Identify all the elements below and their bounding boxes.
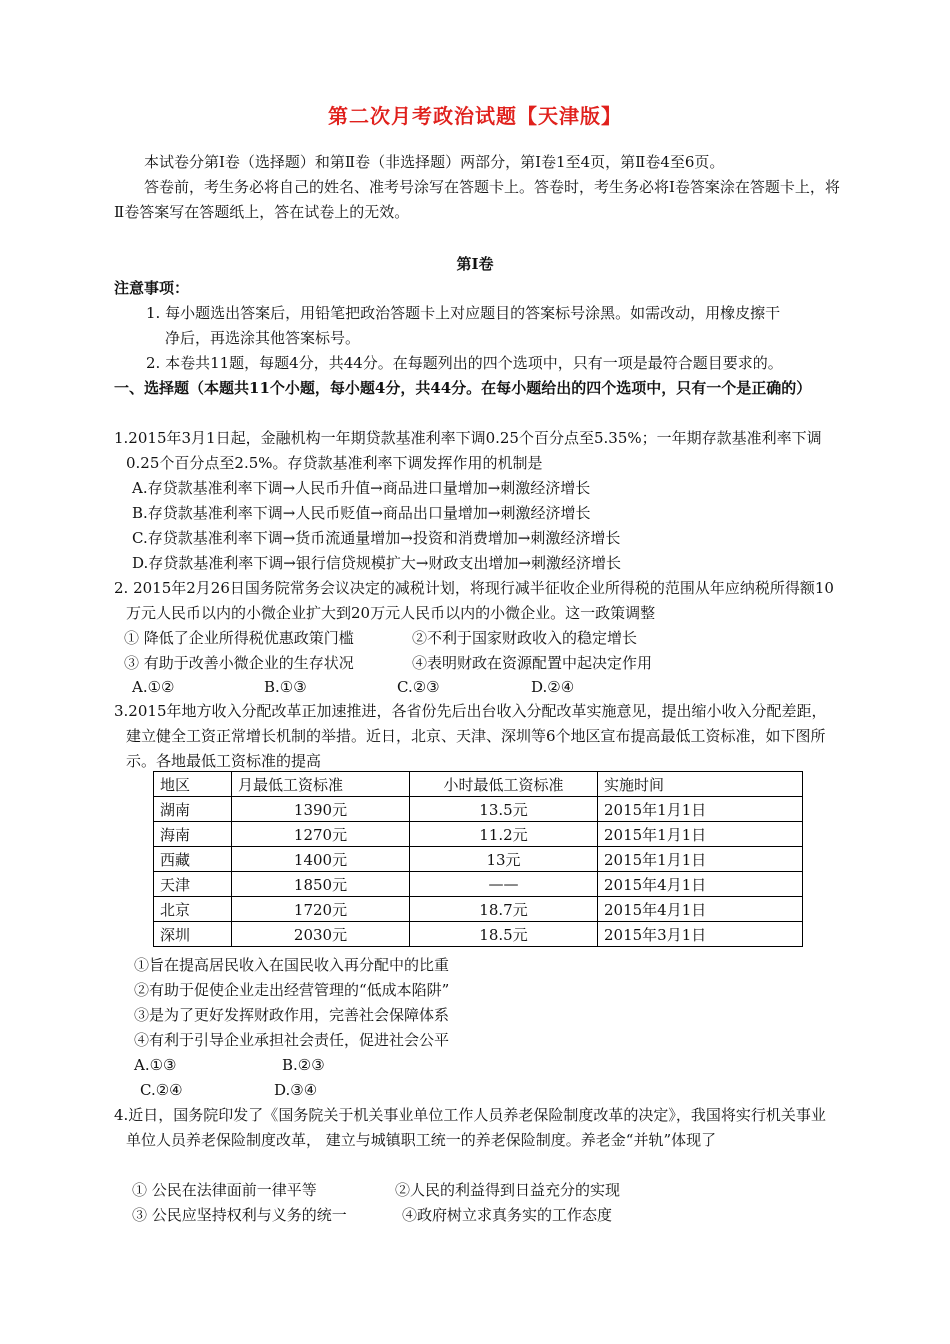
table-cell: 18.7元 <box>410 897 598 922</box>
table-cell: 湖南 <box>154 797 232 822</box>
q3-statement-1: ①旨在提高居民收入在国民收入再分配中的比重 <box>134 956 450 974</box>
q3-statement-4: ④有利于引导企业承担社会责任，促进社会公平 <box>134 1031 450 1049</box>
table-cell: 北京 <box>154 897 232 922</box>
q2-statement-4: ④表明财政在资源配置中起决定作用 <box>412 654 653 672</box>
table-row <box>154 847 803 872</box>
table-row <box>154 797 803 822</box>
q2-statement-2: ②不利于国家财政收入的稳定增长 <box>412 629 638 647</box>
table-cell: 1850元 <box>232 872 410 897</box>
table-cell: 深圳 <box>154 922 232 947</box>
table-row <box>154 922 803 947</box>
table-cell: 天津 <box>154 872 232 897</box>
q1-stem: 1.2015年3月1日起，金融机构一年期贷款基准利率下调0.25个百分点至5.35%；一年期存款基准利率下调0.25个百分点至2.5%。存贷款基准利率下调发挥作用的机制是 <box>114 429 822 472</box>
q1-option-c: C.存贷款基准利率下调→货币流通量增加→投资和消费增加→刺激经济增长 <box>132 529 621 547</box>
q4-statement-1: ① 公民在法律面前一律平等 <box>132 1181 317 1199</box>
table-cell: 18.5元 <box>410 922 598 947</box>
part-heading: 一、选择题（本题共11个小题，每小题4分，共44分。在每小题给出的四个选项中，只有一个是正确的） <box>114 379 812 397</box>
table-cell: 2015年1月1日 <box>598 797 803 822</box>
q3-stem: 3.2015年地方收入分配改革正加速推进，各省份先后出台收入分配改革实施意见，提出缩小收入分配差距，建立健全工资正常增长机制的举措。近日，北京、天津、深圳等6个地区宣布提高最低工资标准，如下图所示。各地最低工资标准的提高 <box>114 702 827 770</box>
note-1-line-2: 净后，再选涂其他答案标号。 <box>165 329 361 347</box>
q2-option-b: B.①③ <box>264 678 307 696</box>
table-cell: —— <box>410 872 598 897</box>
table-cell: 1270元 <box>232 822 410 847</box>
table-cell: 2015年4月1日 <box>598 897 803 922</box>
section-title: 第Ⅰ卷 <box>456 255 494 273</box>
table-cell: 西藏 <box>154 847 232 872</box>
table-row <box>154 897 803 922</box>
q2-statement-3: ③ 有助于改善小微企业的生存状况 <box>124 654 354 672</box>
intro-paragraph-1: 本试卷分第Ⅰ卷（选择题）和第Ⅱ卷（非选择题）两部分，第Ⅰ卷1至4页，第Ⅱ卷4至6页。 <box>144 153 725 171</box>
table-cell: 11.2元 <box>410 822 598 847</box>
q3-option-a: A.①③ <box>134 1056 177 1074</box>
table-row <box>154 872 803 897</box>
table-cell: 2030元 <box>232 922 410 947</box>
table-cell: 海南 <box>154 822 232 847</box>
q3-statement-2: ②有助于促使企业走出经营管理的“低成本陷阱” <box>134 981 450 999</box>
q3-option-d: D.③④ <box>274 1081 318 1099</box>
table-header-cell: 实施时间 <box>598 772 803 797</box>
table-cell: 1390元 <box>232 797 410 822</box>
q3-statement-3: ③是为了更好发挥财政作用，完善社会保障体系 <box>134 1006 450 1024</box>
wage-table <box>153 771 803 947</box>
q2-option-a: A.①② <box>132 678 175 696</box>
q1-option-d: D.存贷款基准利率下调→银行信贷规模扩大→财政支出增加→刺激经济增长 <box>132 554 621 572</box>
notes-heading: 注意事项： <box>114 279 190 297</box>
table-cell: 2015年1月1日 <box>598 847 803 872</box>
q4-statement-2: ②人民的利益得到日益充分的实现 <box>395 1181 621 1199</box>
q1-option-b: B.存贷款基准利率下调→人民币贬值→商品出口量增加→刺激经济增长 <box>132 504 591 522</box>
table-cell: 1720元 <box>232 897 410 922</box>
q4-stem: 4.近日，国务院印发了《国务院关于机关事业单位工作人员养老保险制度改革的决定》，我国将实行机关事业单位人员养老保险制度改革， 建立与城镇职工统一的养老保险制度。养老金“并轨”体现了 <box>114 1106 826 1149</box>
table-cell: 2015年4月1日 <box>598 872 803 897</box>
q1-option-a: A.存贷款基准利率下调→人民币升值→商品进口量增加→刺激经济增长 <box>132 479 591 497</box>
exam-title: 第二次月考政治试题【天津版】 <box>328 104 622 128</box>
table-header-row <box>154 772 803 797</box>
table-header-cell: 月最低工资标准 <box>232 772 410 797</box>
q3-option-b: B.②③ <box>282 1056 325 1074</box>
q2-option-d: D.②④ <box>531 678 575 696</box>
q4-statement-4: ④政府树立求真务实的工作态度 <box>402 1206 613 1224</box>
table-cell: 1400元 <box>232 847 410 872</box>
intro-paragraph-2: 答卷前，考生务必将自己的姓名、准考号涂写在答题卡上。答卷时，考生务必将Ⅰ卷答案涂在答题卡上，将Ⅱ卷答案写在答题纸上，答在试卷上的无效。 <box>114 178 840 221</box>
table-cell: 13.5元 <box>410 797 598 822</box>
q4-statement-3: ③ 公民应坚持权利与义务的统一 <box>132 1206 347 1224</box>
table-row <box>154 822 803 847</box>
table-cell: 2015年1月1日 <box>598 822 803 847</box>
q3-option-c: C.②④ <box>140 1081 183 1099</box>
table-header-cell: 地区 <box>154 772 232 797</box>
q2-statement-1: ① 降低了企业所得税优惠政策门槛 <box>124 629 354 647</box>
table-cell: 13元 <box>410 847 598 872</box>
table-cell: 2015年3月1日 <box>598 922 803 947</box>
note-2: 2. 本卷共11题，每题4分，共44分。在每题列出的四个选项中，只有一项是最符合题目要求的。 <box>146 354 783 372</box>
q2-option-c: C.②③ <box>397 678 440 696</box>
q2-stem: 2. 2015年2月26日国务院常务会议决定的减税计划，将现行减半征收企业所得税的范围从年应纳税所得额10万元人民币以内的小微企业扩大到20万元人民币以内的小微企业。这一政策调整 <box>114 579 834 622</box>
table-header-cell: 小时最低工资标准 <box>410 772 598 797</box>
note-1-line-1: 1. 每小题选出答案后，用铅笔把政治答题卡上对应题目的答案标号涂黑。如需改动，用橡皮擦干 <box>146 304 781 322</box>
